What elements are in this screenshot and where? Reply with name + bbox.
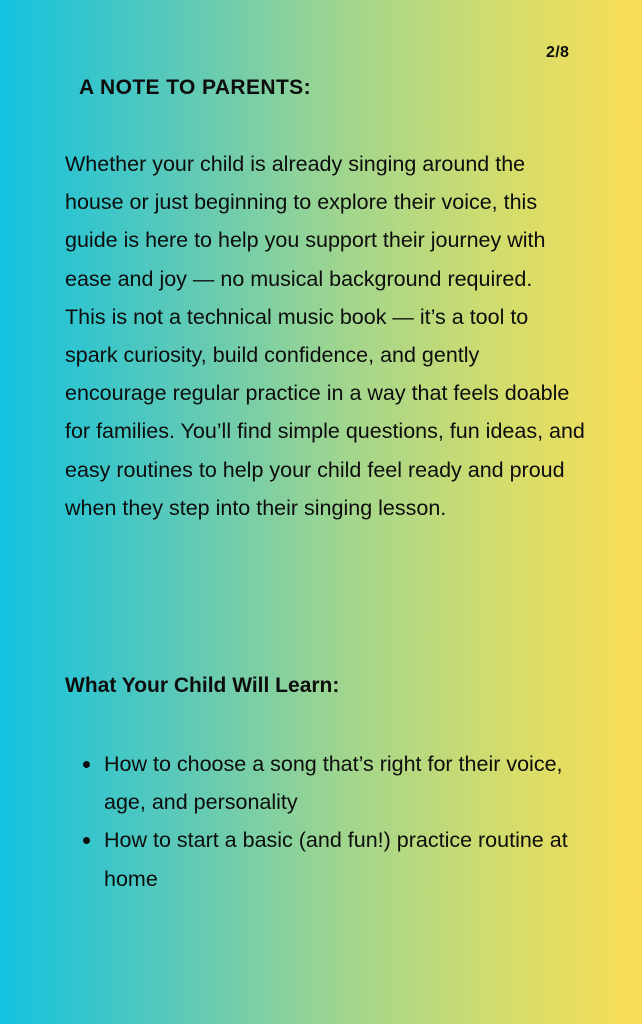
page-title: A NOTE TO PARENTS: [79, 76, 311, 99]
list-item [82, 821, 572, 897]
list-item-text: How to start a basic (and fun!) practice routine at home [104, 828, 568, 891]
page-number: 2/8 [546, 44, 570, 61]
bullet-icon [83, 837, 90, 844]
intro-paragraph-2: This is not a technical music book — it’s a tool to spark curiosity, build confidence, and gently encourage regular practice in a way that feels doable for families. You’ll find simple questions, fun ideas, and easy routines to help your child feel ready and proud when they step into their singing lesson. [65, 304, 585, 520]
intro-paragraph-1: Whether your child is already singing around the house or just beginning to explore their voice, this guide is here to help you support their journey with ease and joy — no musical background required. [65, 152, 546, 291]
list-item-text: How to choose a song that’s right for their voice, age, and personality [104, 752, 563, 815]
list-item [82, 745, 572, 821]
learn-list [82, 745, 572, 898]
intro-text [65, 145, 585, 527]
bullet-icon [83, 761, 90, 768]
learn-heading: What Your Child Will Learn: [65, 674, 340, 697]
